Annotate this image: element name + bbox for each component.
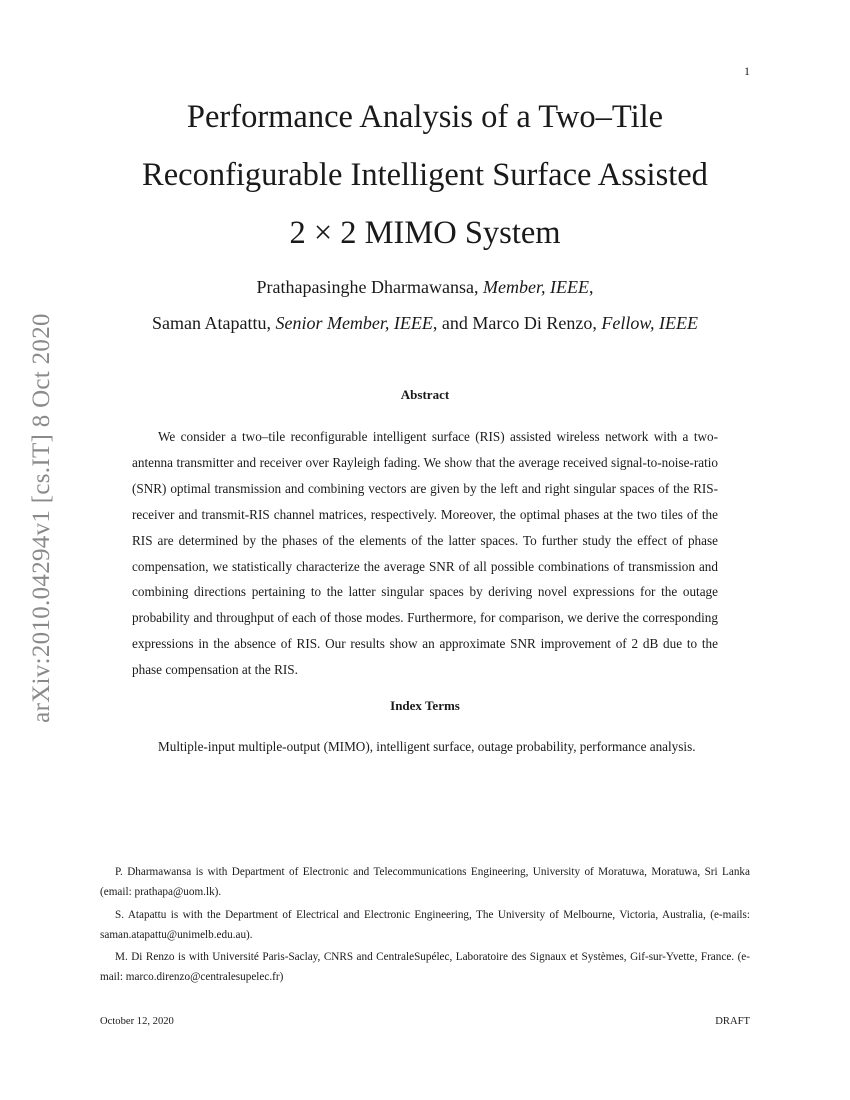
footnotes bbox=[100, 862, 750, 990]
author-name: Prathapasinghe Dharmawansa, bbox=[256, 277, 479, 297]
arxiv-stamp: arXiv:2010.04294v1 [cs.IT] 8 Oct 2020 bbox=[28, 313, 55, 723]
footer-status: DRAFT bbox=[715, 1016, 750, 1027]
author-role: Fellow, IEEE bbox=[601, 313, 699, 333]
page-number: 1 bbox=[744, 64, 750, 78]
author-line: Prathapasinghe Dharmawansa, Member, IEEE, bbox=[256, 277, 594, 297]
footer-date: October 12, 2020 bbox=[100, 1016, 174, 1027]
abstract-heading: Abstract bbox=[400, 387, 450, 402]
author-list bbox=[90, 274, 760, 346]
author-name: Saman Atapattu, bbox=[151, 313, 271, 333]
footnote: P. Dharmawansa is with Department of Electronic and Telecommunications Engineering, University of Moratuwa, Moratuwa, Sri Lanka (email: prathapa@uom.lk). bbox=[100, 866, 750, 898]
author-role: Member, IEEE bbox=[482, 277, 589, 297]
title-line: Performance Analysis of a Two–Tile bbox=[186, 99, 664, 135]
footnote: S. Atapattu is with the Department of Electrical and Electronic Engineering, The University of Melbourne, Victoria, Australia, (e-mails: saman.atapattu@unimelb.edu.au). bbox=[100, 908, 750, 941]
footnote: M. Di Renzo is with Université Paris-Saclay, CNRS and CentraleSupélec, Laboratoire des Signaux et Systèmes, Gif-sur-Yvette, France. (e-mail: marco.direnzo@centralesupelec.fr) bbox=[100, 951, 750, 983]
title-line: 2 × 2 MIMO System bbox=[289, 215, 561, 251]
index-terms-heading: Index Terms bbox=[390, 698, 460, 713]
paper-title bbox=[110, 88, 740, 262]
abstract-text: We consider a two–tile reconfigurable intelligent surface (RIS) assisted wireless network with a two-antenna transmitter and receiver over Rayleigh fading. We show that the average received signal-to-noise-ratio (SNR) optimal transmission and combining vectors are given by the left and right singular spaces of the RIS-receiver and transmit-RIS channel matrices, respectively. Moreover, the optimal phases at the two tiles of the RIS are determined by the phases of the elements of the latter spaces. To further study the effect of phase compensation, we statistically characterize the average SNR of all possible combinations of transmission and combining directions pertaining to the latter singular spaces by deriving novel expressions for the outage probability and throughput of each of those modes. Furthermore, for comparison, we derive the corresponding expressions in the absence of RIS. Our results show an approximate SNR improvement of 2 dB due to the phase compensation at the RIS. bbox=[132, 429, 718, 678]
index-terms-text: Multiple-input multiple-output (MIMO), intelligent surface, outage probability, performance analysis. bbox=[158, 739, 696, 754]
author-name: and Marco Di Renzo, bbox=[441, 313, 597, 333]
title-line: Reconfigurable Intelligent Surface Assisted bbox=[142, 157, 708, 193]
author-role: Senior Member, IEEE bbox=[275, 313, 433, 333]
author-line: Saman Atapattu, Senior Member, IEEE, and Marco Di Renzo, Fellow, IEEE bbox=[151, 313, 699, 333]
